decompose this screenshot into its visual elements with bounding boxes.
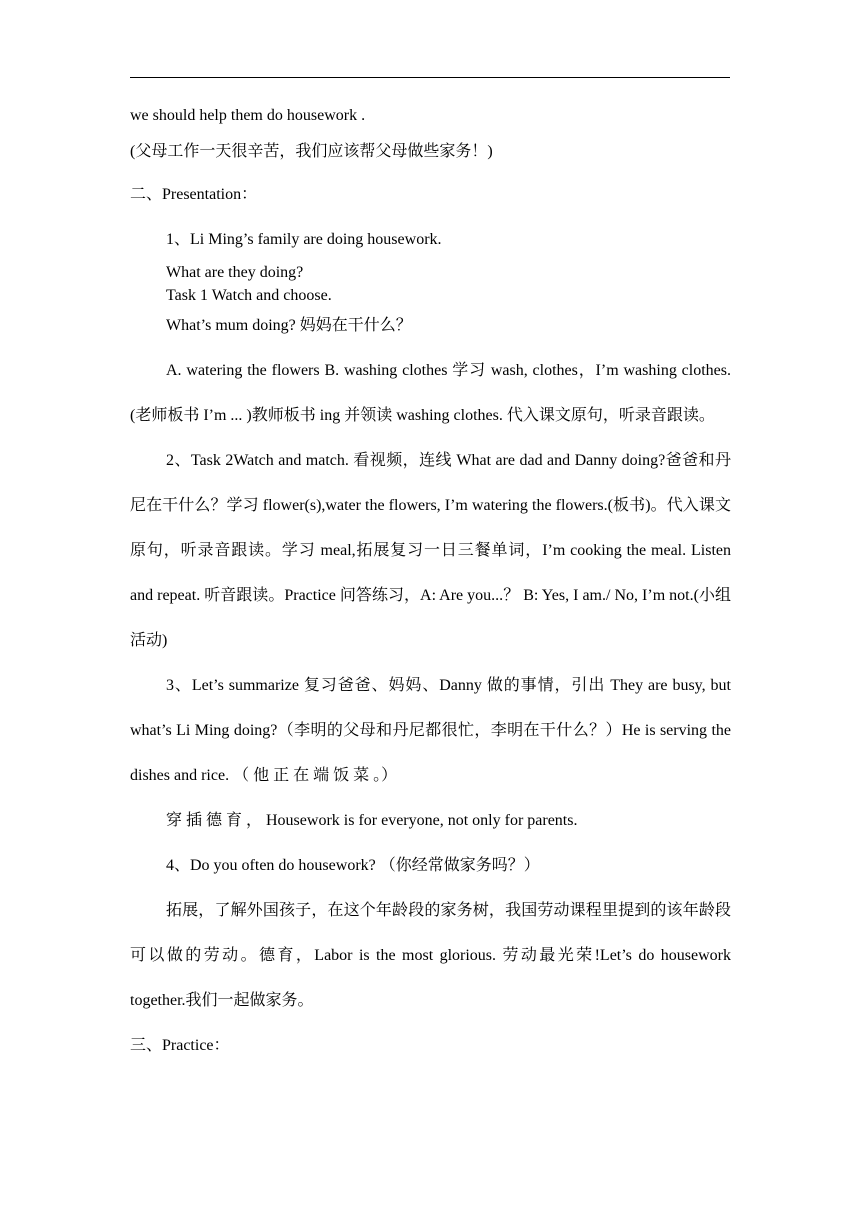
- step-4-question: 4、Do you often do housework? （你经常做家务吗？）: [166, 857, 540, 874]
- choice-paragraph: A. watering the flowers B. washing clothes 学习 wash, clothes，I’m washing clothes. (老师板书 I’m ... )教师板书 ing 并领读 washing clothes. 代入课文原句，听录音跟读。: [130, 362, 731, 424]
- header-rule: [130, 77, 730, 78]
- task-2-paragraph: 2、Task 2Watch and match. 看视频，连线 What are dad and Danny doing?爸爸和丹尼在干什么？学习 flower(s),water the flowers, I’m watering the flowers.(板书)。代入课文原句，听录音跟读。学习 meal,拓展复习一日三餐单词，I’m cooking the meal. Listen and repeat. 听音跟读。Practice 问答练习，A: Are you...？ B: Yes, I am./ No, I’m not.(小组活动): [130, 452, 731, 649]
- document-body: [130, 98, 731, 1068]
- task-1-line: Task 1 Watch and choose.: [166, 287, 332, 304]
- summary-paragraph: 3、Let’s summarize 复习爸爸、妈妈、Danny 做的事情，引出 They are busy, but what’s Li Ming doing?（李明的父母和丹尼都很忙，李明在干什么？）He is serving the dishes and rice. （ 他 正 在 端 饭 菜 。）: [130, 677, 731, 784]
- question-line: What are they doing?: [166, 264, 304, 281]
- section-heading-presentation: 二、Presentation：: [130, 186, 258, 203]
- intro-translation: (父母工作一天很辛苦，我们应该帮父母做些家务！): [130, 143, 493, 160]
- intro-line: we should help them do housework .: [130, 107, 366, 124]
- section-heading-practice: 三、Practice：: [130, 1037, 230, 1054]
- mum-question-line: What’s mum doing? 妈妈在干什么？: [166, 317, 412, 334]
- moral-education-line: 穿 插 德 育 ， Housework is for everyone, not only for parents.: [166, 812, 578, 829]
- step-1-heading: 1、Li Ming’s family are doing housework.: [166, 231, 442, 248]
- extension-paragraph: 拓展，了解外国孩子，在这个年龄段的家务树，我国劳动课程里提到的该年龄段可以做的劳动。德育，Labor is the most glorious. 劳动最光荣!Let’s do housework together.我们一起做家务。: [130, 902, 731, 1009]
